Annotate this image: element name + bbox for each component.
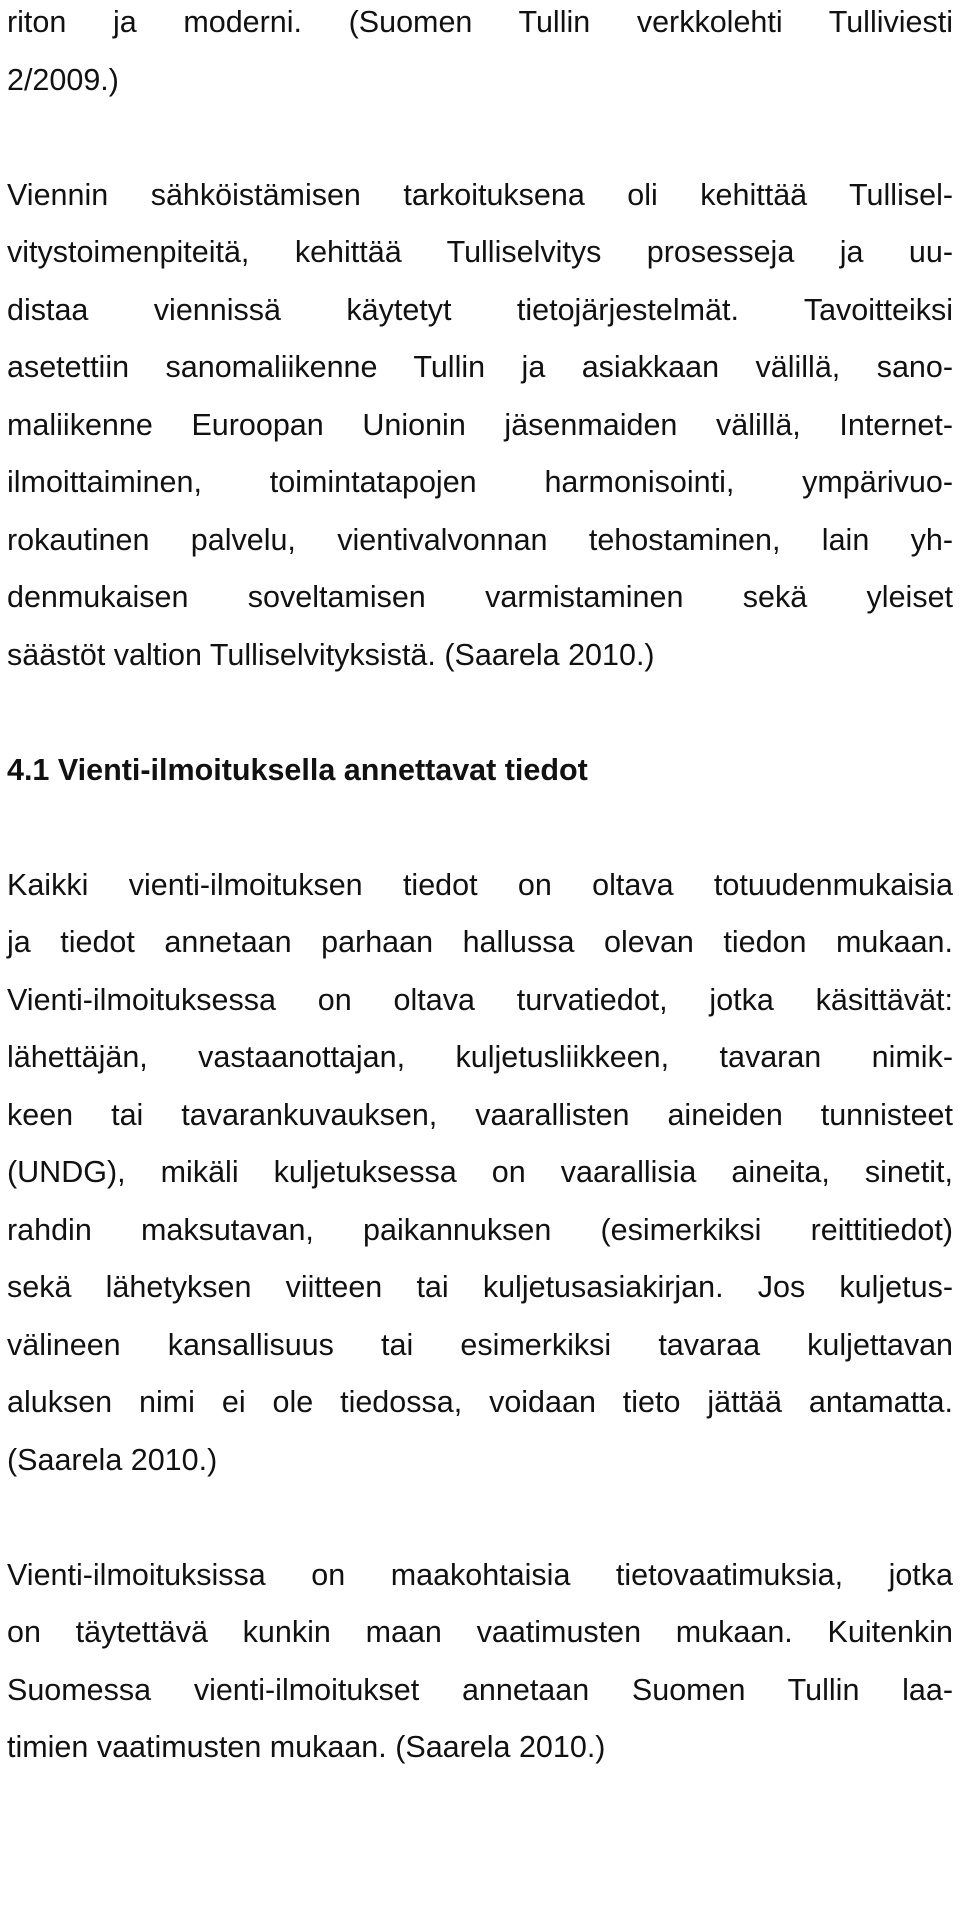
paragraph-gap bbox=[7, 109, 953, 167]
document-page bbox=[7, 0, 953, 1777]
text-line: keen tai tavarankuvauksen, vaarallisten aineiden tunnisteet bbox=[7, 1097, 953, 1132]
section-heading: 4.1 Vienti-ilmoituksella annettavat tiedot bbox=[7, 752, 588, 787]
text-line: aluksen nimi ei ole tiedossa, voidaan tieto jättää antamatta. bbox=[7, 1385, 953, 1419]
text-line: ilmoittaiminen, toimintatapojen harmonisointi, ympärivuo- bbox=[7, 465, 953, 499]
text-line: (UNDG), mikäli kuljetuksessa on vaarallisia aineita, sinetit, bbox=[7, 1155, 953, 1189]
paragraph-gap bbox=[7, 1489, 953, 1547]
text-line: Viennin sähköistämisen tarkoituksena oli kehittää Tullisel- bbox=[7, 177, 953, 212]
paragraph-gap bbox=[7, 684, 953, 742]
text-line: Vienti-ilmoituksissa on maakohtaisia tietovaatimuksia, jotka bbox=[7, 1557, 953, 1592]
text-line: (Saarela 2010.) bbox=[7, 1442, 218, 1477]
text-line: Vienti-ilmoituksessa on oltava turvatiedot, jotka käsittävät: bbox=[7, 982, 953, 1017]
text-line: ja tiedot annetaan parhaan hallussa olevan tiedon mukaan. bbox=[7, 925, 953, 959]
text-line: maliikenne Euroopan Unionin jäsenmaiden välillä, Internet- bbox=[7, 407, 953, 442]
paragraph-viennin-sahkoistaminen bbox=[7, 167, 953, 685]
text-line: Suomessa vienti-ilmoitukset annetaan Suomen Tullin laa- bbox=[7, 1672, 953, 1707]
paragraph-gap bbox=[7, 799, 953, 857]
text-line: timien vaatimusten mukaan. (Saarela 2010.) bbox=[7, 1730, 606, 1764]
text-line: denmukaisen soveltamisen varmistaminen sekä yleiset bbox=[7, 580, 953, 614]
text-line: rokautinen palvelu, vientivalvonnan tehostaminen, lain yh- bbox=[7, 522, 953, 557]
paragraph-continuation bbox=[7, 0, 953, 109]
text-line: sekä lähetyksen viitteen tai kuljetusasiakirjan. Jos kuljetus- bbox=[7, 1270, 953, 1304]
text-line: vitystoimenpiteitä, kehittää Tulliselvitys prosesseja ja uu- bbox=[7, 235, 953, 269]
text-line: Kaikki vienti-ilmoituksen tiedot on oltava totuudenmukaisia bbox=[7, 867, 953, 902]
text-line: riton ja moderni. (Suomen Tullin verkkolehti Tulliviesti bbox=[7, 5, 953, 39]
text-line: asetettiin sanomaliikenne Tullin ja asiakkaan välillä, sano- bbox=[7, 350, 953, 384]
text-line: lähettäjän, vastaanottajan, kuljetusliikkeen, tavaran nimik- bbox=[7, 1040, 953, 1074]
text-line: säästöt valtion Tulliselvityksistä. (Saarela 2010.) bbox=[7, 637, 655, 672]
text-line: distaa viennissä käytetyt tietojärjestelmät. Tavoitteiksi bbox=[7, 292, 953, 327]
paragraph-vienti-ilmoituksen-tiedot bbox=[7, 857, 953, 1490]
text-line: rahdin maksutavan, paikannuksen (esimerkiksi reittitiedot) bbox=[7, 1212, 953, 1247]
text-line: välineen kansallisuus tai esimerkiksi tavaraa kuljettavan bbox=[7, 1327, 953, 1362]
text-line: 2/2009.) bbox=[7, 62, 119, 97]
text-line: on täytettävä kunkin maan vaatimusten mukaan. Kuitenkin bbox=[7, 1615, 953, 1649]
paragraph-maakohtaiset-vaatimukset bbox=[7, 1547, 953, 1777]
